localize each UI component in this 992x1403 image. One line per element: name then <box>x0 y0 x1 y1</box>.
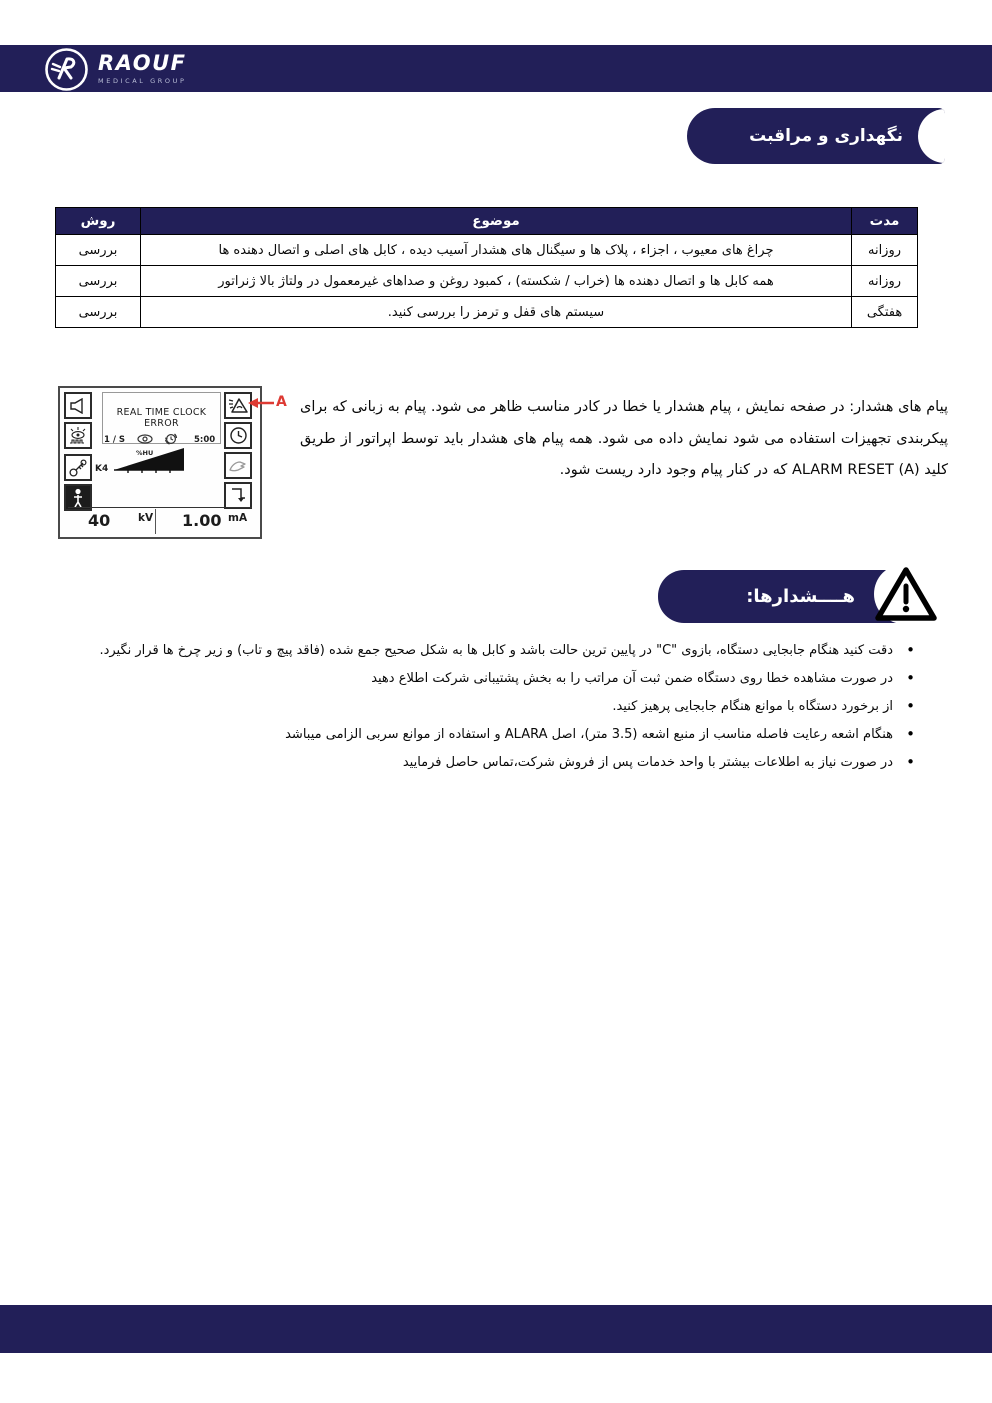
bullet-icon: • <box>906 725 915 743</box>
clock-icon <box>224 422 252 449</box>
bottom-footer-bar <box>0 1305 992 1353</box>
warning-text: هنگام اشعه رعایت فاصله مناسب از منبع اشعه (3.5 متر)، اصل ALARA و استفاده از موانع سربی الزامی میباشد <box>285 727 893 742</box>
bullet-icon: • <box>906 753 915 771</box>
hand-icon <box>224 452 252 479</box>
cell-duration: روزانه <box>852 266 918 297</box>
warning-item <box>55 726 919 744</box>
footswitch-icon <box>224 482 252 509</box>
warning-item <box>55 698 919 716</box>
readout-vertical-divider <box>155 509 156 534</box>
warning-text: از برخورد دستگاه با موانع هنگام جابجایی پرهیز کنید. <box>612 699 893 714</box>
top-brand-bar <box>0 45 992 92</box>
warning-item <box>55 754 919 772</box>
warning-item <box>55 670 919 688</box>
warnings-list <box>55 642 919 782</box>
dose-mode-value: K4 <box>95 464 109 474</box>
pulse-rate-value: 1 / S <box>104 435 126 445</box>
brand-name: RAOUF <box>98 51 187 76</box>
bullet-icon: • <box>906 669 915 687</box>
cell-method: بررسی <box>56 266 141 297</box>
cell-method: بررسی <box>56 297 141 328</box>
warning-triangle-icon <box>872 562 940 626</box>
rotate-clock-icon <box>163 431 179 447</box>
bullet-icon: • <box>906 697 915 715</box>
cell-subject: چراغ های معیوب ، اجزاء ، پلاک ها و سیگنال های هشدار آسیب دیده ، کابل های اصلی و اتصال دهنده ها <box>140 235 851 266</box>
cell-duration: هفتگی <box>852 297 918 328</box>
raouf-logo-icon <box>44 47 89 92</box>
alarm-messages-paragraph: پیام های هشدار: در صفحه نمایش ، پیام هشدار یا خطا در کادر مناسب ظاهر می شود. پیام به زبانی که برای پیکربندی تجهیزات استفاده می شود نمایش داده می شود. همه پیام های هشدار باید توسط اپراتور از طریق کلید ALARM RESET (A) که در کنار پیام وجود دارد ریست شود. <box>300 399 948 478</box>
alarm-message: REAL TIME CLOCK ERROR <box>116 407 207 429</box>
cell-duration: روزانه <box>852 235 918 266</box>
timer-value: 5:00 <box>194 435 216 445</box>
readout-divider-line <box>68 507 252 508</box>
maintenance-table <box>55 207 918 328</box>
warning-item <box>55 642 919 660</box>
kv-unit: kV <box>138 512 154 524</box>
warnings-title: هــــشدارها: <box>746 586 855 607</box>
brand-subtitle: MEDICAL GROUP <box>98 77 187 86</box>
table-header-row <box>56 208 918 235</box>
col-header-method: روش <box>56 208 141 235</box>
ma-unit: mA <box>228 512 248 524</box>
ma-value: 1.00 <box>182 511 222 530</box>
warning-text: در صورت نیاز به اطلاعات بیشتر با واحد خدمات پس از فروش شرکت،تماس حاصل فرمایید <box>402 755 893 770</box>
callout-label: A <box>276 394 287 410</box>
warning-text: دقت کنید هنگام جابجایی دستگاه، بازوی "C" در پایین ترین حالت باشد و کابل ها به شکل صحیح جمع شده (فاقد پیچ و تاب) و زیر چرخ ها قرار نگیرد. <box>99 643 893 658</box>
bullet-icon: • <box>906 641 915 659</box>
cell-subject: همه کابل ها و اتصال دهنده ها (خراب / شکسته) ، کمبود روغن و صداهای غیرمعمول در ولتاژ بالا ژنراتور <box>140 266 851 297</box>
cell-method: بررسی <box>56 235 141 266</box>
section-title: نگهداری و مراقبت <box>749 126 903 146</box>
eye-icon <box>136 433 154 445</box>
speaker-icon <box>64 392 92 419</box>
table-row <box>56 235 918 266</box>
key-icon <box>64 454 92 481</box>
device-screen-figure <box>58 386 262 539</box>
col-header-subject: موضوع <box>140 208 851 235</box>
heat-percent-label: %HU <box>136 449 154 457</box>
warning-text: در صورت مشاهده خطا روی دستگاه ضمن ثبت آن مراتب را به بخش پشتیبانی شرکت اطلاع دهید <box>371 671 893 686</box>
section-badge-maintenance <box>687 108 945 164</box>
kv-value: 40 <box>88 511 111 530</box>
table-row <box>56 266 918 297</box>
table-row <box>56 297 918 328</box>
company-logo <box>44 46 187 92</box>
col-header-duration: مدت <box>852 208 918 235</box>
cell-subject: سیستم های قفل و ترمز را بررسی کنید. <box>140 297 851 328</box>
fluoro-eye-icon <box>64 422 92 449</box>
callout-arrow-icon <box>248 396 274 410</box>
